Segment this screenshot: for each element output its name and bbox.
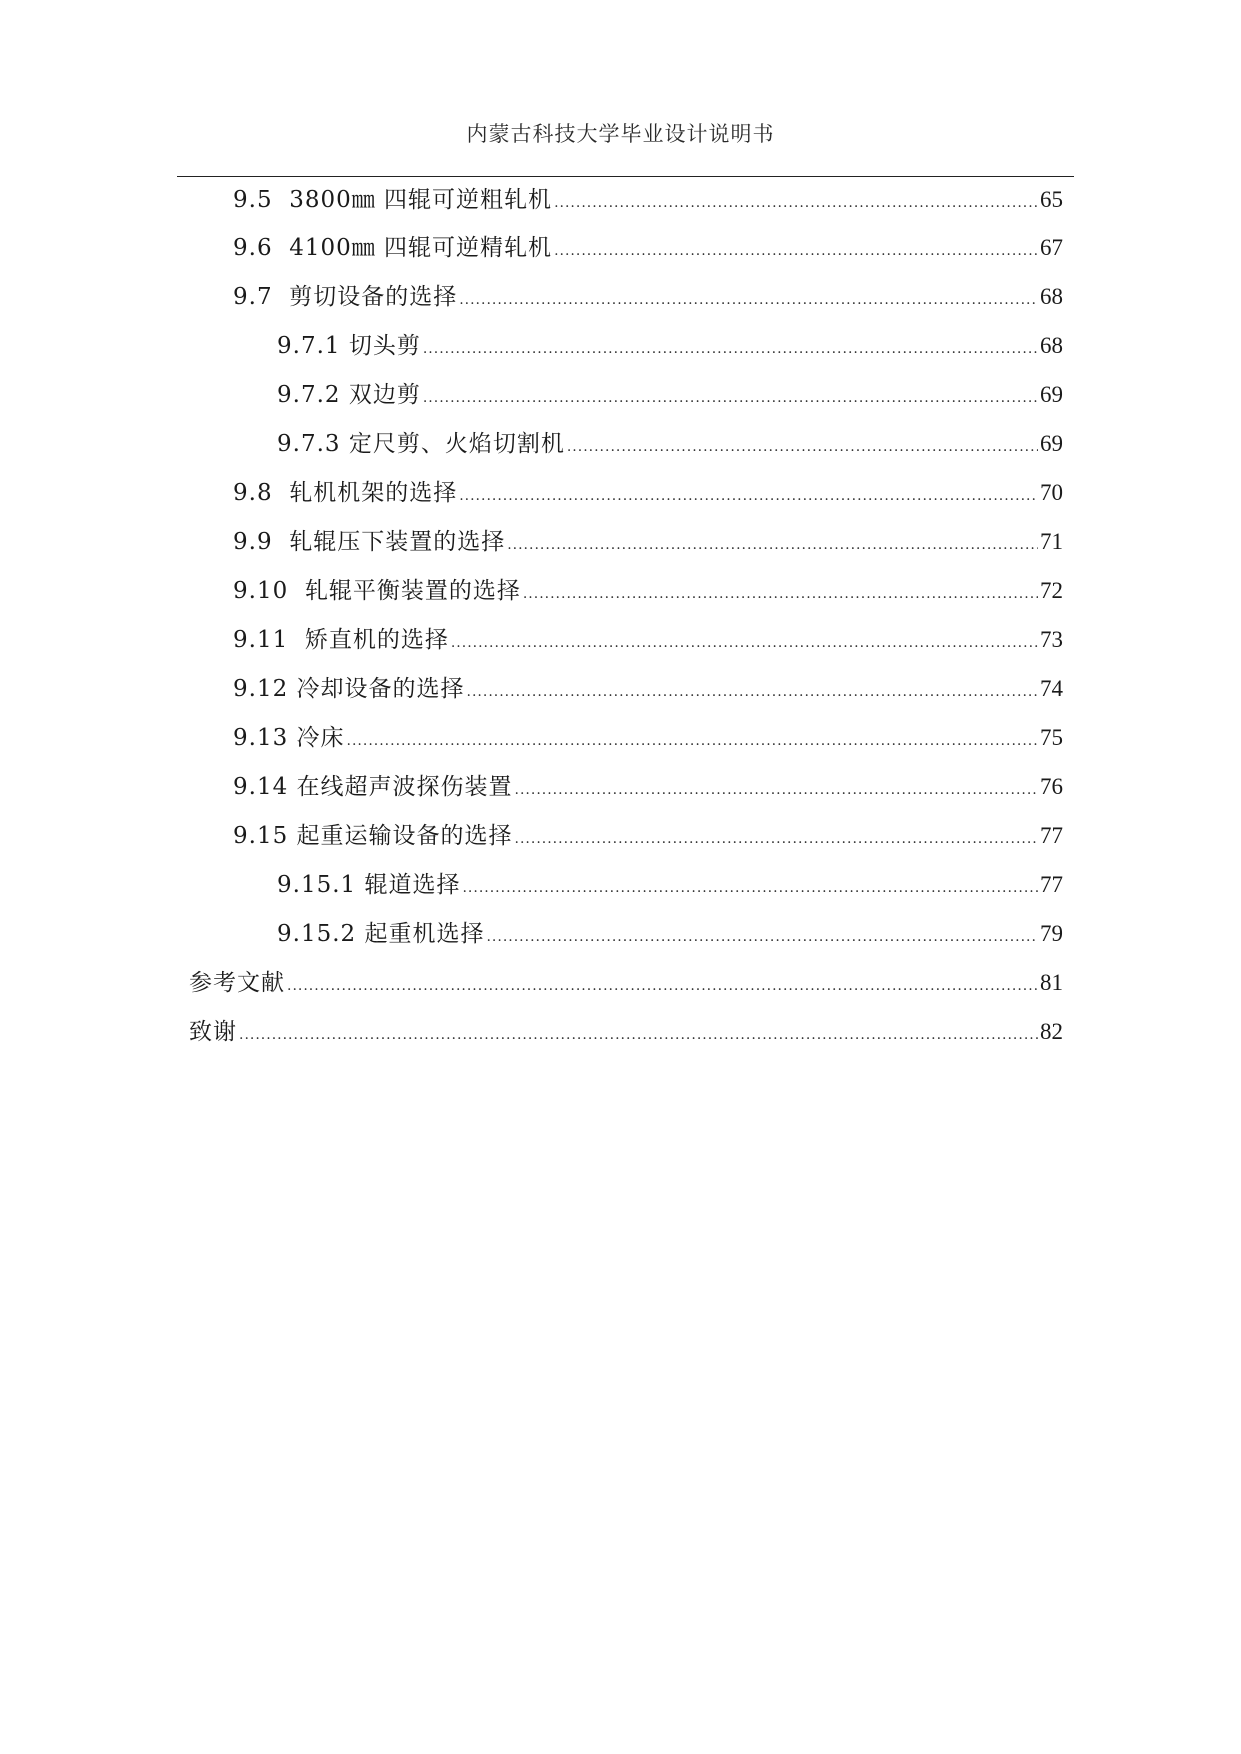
toc-entry-number: 9.15 [233,823,297,849]
dot-leader [515,821,1038,857]
header-divider [177,176,1074,177]
toc-entry[interactable] [277,328,1063,364]
toc-entry-page: 69 [1040,382,1063,407]
toc-entry[interactable] [189,965,1063,1001]
toc-entry-title: 致谢 [189,1019,237,1045]
toc-entry-number: 9.6 [233,235,290,261]
dot-leader [459,478,1038,514]
dot-leader [459,282,1038,318]
toc-entry-title: 4100㎜ 四辊可逆精轧机 [289,235,553,261]
toc-entry[interactable] [233,671,1063,707]
dot-leader [347,723,1038,759]
dot-leader [523,576,1038,612]
toc-entry-number: 9.9 [233,529,290,555]
toc-entry-page: 71 [1040,529,1063,554]
toc-entry-title: 双边剪 [348,382,421,408]
dot-leader [287,968,1038,1004]
toc-entry[interactable] [277,916,1063,952]
toc-entry-number: 9.15.2 [277,921,365,947]
toc-entry-page: 77 [1040,823,1063,848]
toc-entry-title: 剪切设备的选择 [289,284,458,310]
toc-entry[interactable] [233,524,1063,560]
toc-entry[interactable] [233,182,1063,218]
toc-entry-title: 冷床 [296,725,345,751]
toc-entry-title: 3800㎜ 四辊可逆粗轧机 [289,187,553,213]
toc-entry[interactable] [277,426,1063,462]
toc-entry[interactable] [233,769,1063,805]
toc-entry-number: 9.15.1 [277,872,365,898]
toc-entry-title: 辊道选择 [364,872,461,898]
toc-entry-title: 参考文献 [189,970,285,996]
toc-entry-title: 起重机选择 [364,921,485,947]
toc-entry-page: 70 [1040,480,1063,505]
toc-entry[interactable] [233,230,1063,266]
toc-entry-number: 9.14 [233,774,297,800]
toc-entry-page: 68 [1040,333,1063,358]
toc-entry-title: 在线超声波探伤装置 [296,774,513,800]
toc-entry-number: 9.8 [233,480,290,506]
toc-entry-number: 9.11 [233,627,305,653]
toc-entry[interactable] [189,1014,1063,1050]
dot-leader [486,919,1038,955]
toc-entry-page: 74 [1040,676,1063,701]
toc-entry-title: 矫直机的选择 [304,627,449,653]
toc-entry-number: 9.7.3 [277,431,349,457]
toc-entry-page: 81 [1040,970,1063,995]
toc-entry-page: 76 [1040,774,1063,799]
toc-entry-title: 轧机机架的选择 [289,480,458,506]
toc-entry-page: 69 [1040,431,1063,456]
toc-entry-page: 68 [1040,284,1063,309]
toc-entry-number: 9.10 [233,578,305,604]
toc-entry-number: 9.7.1 [277,333,349,359]
toc-entry-number: 9.12 [233,676,297,702]
toc-entry-title: 切头剪 [348,333,421,359]
toc-entry-number: 9.7 [233,284,290,310]
dot-leader [507,527,1038,563]
toc-entry-page: 73 [1040,627,1063,652]
dot-leader [462,870,1038,906]
toc-entry-title: 冷却设备的选择 [296,676,465,702]
toc-entry-title: 起重运输设备的选择 [296,823,513,849]
dot-leader [423,380,1038,416]
dot-leader [423,331,1038,367]
toc-entry-page: 79 [1040,921,1063,946]
toc-entry[interactable] [233,818,1063,854]
toc-entry-page: 77 [1040,872,1063,897]
dot-leader [451,625,1038,661]
toc-entry-number: 9.5 [233,187,290,213]
toc-entry-title: 定尺剪、火焰切割机 [348,431,565,457]
toc-entry-page: 82 [1040,1019,1063,1044]
toc-entry-page: 65 [1040,187,1063,212]
toc-entry[interactable] [277,867,1063,903]
dot-leader [467,674,1038,710]
toc-entry[interactable] [233,573,1063,609]
dot-leader [239,1017,1038,1053]
toc-entry-page: 75 [1040,725,1063,750]
toc-entry[interactable] [233,475,1063,511]
toc-entry[interactable] [277,377,1063,413]
toc-entry-number: 9.13 [233,725,297,751]
toc-entry-page: 72 [1040,578,1063,603]
toc-entry-title: 轧辊压下装置的选择 [289,529,506,555]
page-header-title: 内蒙古科技大学毕业设计说明书 [466,122,775,146]
toc-entry[interactable] [233,720,1063,756]
dot-leader [515,772,1038,808]
toc-entry-number: 9.7.2 [277,382,349,408]
toc-entry-page: 67 [1040,235,1063,260]
dot-leader [554,233,1038,269]
dot-leader [554,185,1038,221]
toc-entry-title: 轧辊平衡装置的选择 [304,578,521,604]
toc-entry[interactable] [233,279,1063,315]
dot-leader [567,429,1038,465]
toc-entry[interactable] [233,622,1063,658]
